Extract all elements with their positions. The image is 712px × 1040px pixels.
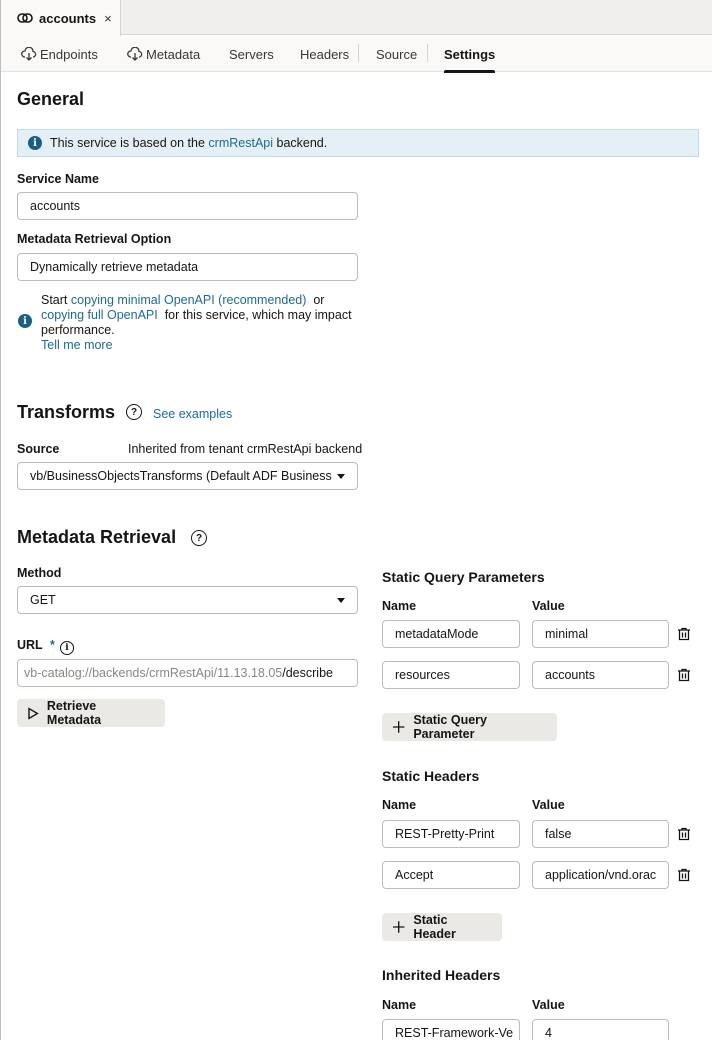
method-value: GET [30,593,56,607]
static-query-params-heading: Static Query Parameters [382,569,545,585]
transforms-heading: Transforms [17,402,116,422]
value-column-header: Value [532,798,565,812]
tab-divider [427,44,428,62]
plus-icon [392,920,405,934]
field-value: REST-Framework-Ve [395,1026,514,1040]
name-column-header: Name [382,599,417,613]
tab-divider [358,44,359,62]
left-border [0,0,1,1040]
field-value: resources [395,668,450,682]
name-column-header: Name [382,798,417,812]
openapi-note [41,293,361,353]
tell-me-more-link[interactable]: Tell me more [41,338,113,352]
service-name-value: accounts [30,199,81,213]
query-param-value-input[interactable] [532,661,669,689]
field-value: Accept [395,868,434,882]
query-param-name-input[interactable] [382,661,520,689]
service-name-label: Service Name [17,172,100,186]
service-name-input[interactable] [17,192,358,220]
banner-text-prefix: This service is based on the [50,136,209,150]
button-label: Static Header [413,913,456,941]
add-static-query-parameter-button[interactable] [382,713,557,741]
tab-bar [1,36,712,72]
banner-text-suffix: backend. [273,136,328,150]
trash-icon[interactable] [677,627,691,641]
document-tab-bar [1,0,712,35]
source-label: Source [17,442,60,456]
inherited-headers-heading: Inherited Headers [382,967,501,983]
info-icon: i [28,136,42,150]
add-static-header-button[interactable] [382,913,502,941]
trash-icon[interactable] [677,668,691,682]
tab-source[interactable] [376,36,417,72]
button-label: Retrieve Metadata [46,699,102,727]
inherited-header-name-input[interactable] [382,1019,520,1040]
tab-label: Endpoints [40,46,98,62]
transforms-source-select[interactable] [17,462,358,490]
tab-servers[interactable] [229,36,274,72]
info-icon[interactable]: i [60,641,74,655]
method-label: Method [17,566,62,580]
tab-label: Servers [229,46,274,62]
note-text: Start [41,293,71,307]
query-param-value-input[interactable] [532,620,669,648]
metadata-retrieval-heading: Metadata Retrieval [17,527,177,547]
button-label: Static Query Parameter [413,713,487,741]
required-asterisk: * [49,638,55,652]
header-name-input[interactable] [382,820,520,848]
document-tab-accounts[interactable] [1,0,121,36]
retrieve-metadata-button[interactable] [17,699,165,727]
static-headers-heading: Static Headers [382,768,480,784]
tab-label: Settings [444,46,496,62]
query-param-name-input[interactable] [382,620,520,648]
document-tab-title: accounts [39,10,97,26]
trash-icon[interactable] [677,868,691,882]
backend-info-banner [17,129,699,157]
note-text: or [306,293,325,307]
url-suffix: /describe [282,666,333,680]
tab-label: Metadata [146,46,201,62]
url-label-text: URL [17,638,43,652]
url-input[interactable] [17,659,358,687]
chevron-down-icon [337,598,345,603]
field-value: accounts [545,668,596,682]
value-column-header: Value [532,599,565,613]
retrieval-option-field[interactable] [17,253,358,281]
field-value: 4 [545,1026,552,1040]
source-select-value: vb/BusinessObjectsTransforms (Default ADF Business [30,469,332,483]
retrieval-option-label: Metadata Retrieval Option [17,232,172,246]
help-icon[interactable]: ? [191,530,207,546]
tab-endpoints[interactable] [21,36,98,72]
url-label [17,638,55,652]
field-value: metadataMode [395,627,479,641]
header-value-input[interactable] [532,861,669,889]
value-column-header: Value [532,998,565,1012]
source-hint: Inherited from tenant crmRestApi backend [128,442,363,456]
retrieval-option-value: Dynamically retrieve metadata [30,260,199,274]
play-icon [27,707,39,720]
field-value: REST-Pretty-Print [395,827,495,841]
field-value: false [545,827,572,841]
url-prefix: vb-catalog://backends/crmRestApi/11.13.18.05 [24,666,283,680]
link-icon [17,12,33,24]
tab-metadata[interactable] [127,36,200,72]
tab-label: Source [376,46,418,62]
field-value: application/vnd.orac [545,868,657,882]
close-icon[interactable]: × [104,10,112,26]
header-value-input[interactable] [532,820,669,848]
see-examples-link[interactable]: See examples [153,407,233,421]
copy-full-openapi-link[interactable]: copying full OpenAPI [41,308,158,322]
trash-icon[interactable] [677,827,691,841]
help-icon[interactable]: ? [126,404,142,420]
general-heading: General [17,89,85,109]
plus-icon [392,720,405,734]
tab-headers[interactable] [300,36,349,72]
name-column-header: Name [382,998,417,1012]
inherited-header-value-input[interactable] [532,1019,669,1040]
tab-settings[interactable] [444,36,495,72]
method-select[interactable] [17,586,358,614]
info-icon: i [18,314,32,328]
backend-link[interactable]: crmRestApi [208,136,274,150]
cloud-download-icon [127,47,143,61]
header-name-input[interactable] [382,861,520,889]
note-text: for this service, which may impact performance. [41,308,356,337]
field-value: minimal [545,627,589,641]
copy-minimal-openapi-link[interactable]: copying minimal OpenAPI (recommended) [70,293,307,307]
chevron-down-icon [337,474,345,479]
cloud-download-icon [21,47,37,61]
tab-label: Headers [300,46,350,62]
